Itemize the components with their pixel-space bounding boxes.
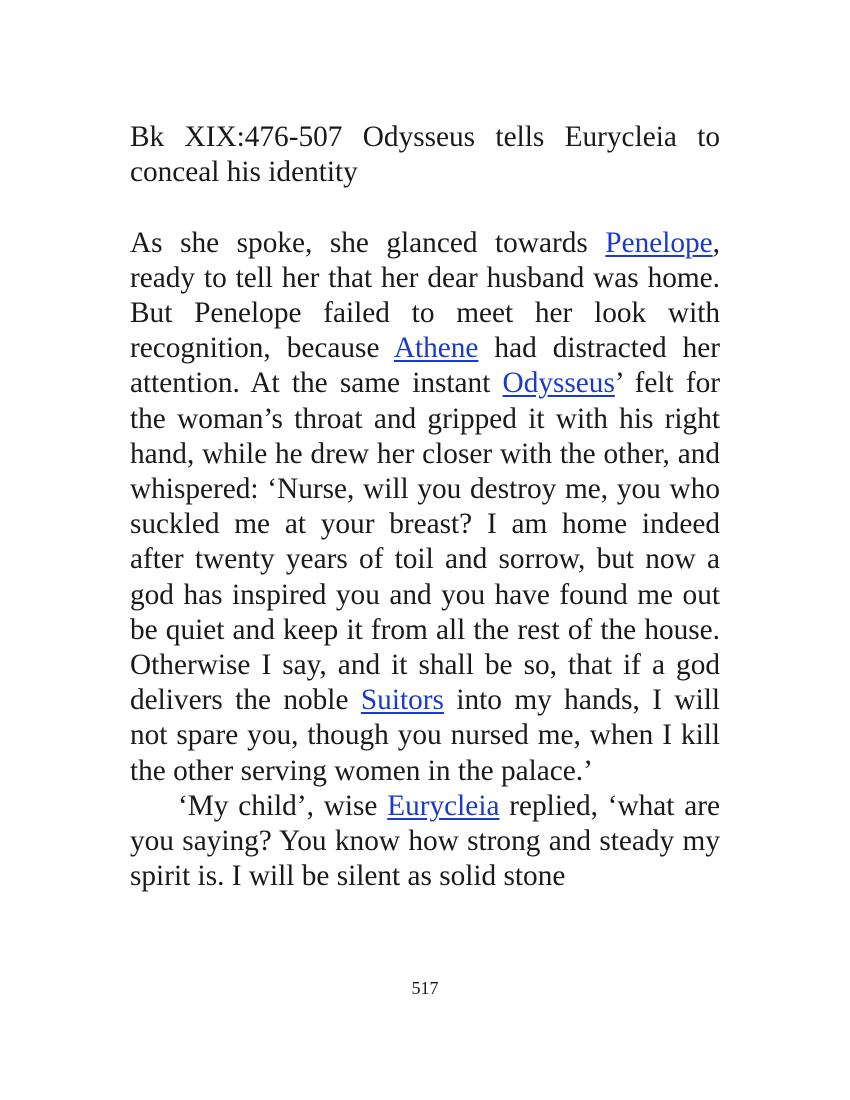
link-penelope[interactable]: Penelope: [605, 226, 713, 259]
text-span: As she spoke, she glanced towards: [130, 226, 606, 259]
text-span: , ready to tell her that her dear husband was home. But Penelope failed to meet her look with recognition, because: [130, 226, 720, 365]
paragraph-1: [130, 226, 720, 789]
section-heading: Bk XIX:476-507 Odysseus tells Eurycleia to conceal his identity: [130, 121, 720, 189]
text-span: had distracted her attention. At the same instant: [130, 332, 720, 400]
link-eurycleia[interactable]: Eurycleia: [387, 789, 500, 822]
page-content: [130, 120, 720, 894]
text-span: ‘My child’, wise: [178, 789, 388, 822]
text-span: ’ felt for the woman’s throat and gripped it with his right hand, while he drew her closer with the other, and whispered: ‘Nurse, will you destroy me, you who suckled me at your breast? I am home indeed after twenty years of toil and sorrow, but now a god has inspired you and you have found me out be quiet and keep it from all the rest of the house. Otherwise I say, and it shall be so, that if a god delivers the noble: [130, 367, 720, 717]
link-odysseus[interactable]: Odysseus: [502, 367, 615, 400]
link-suitors[interactable]: Suitors: [360, 684, 444, 717]
text-span: into my hands, I will not spare you, though you nursed me, when I kill the other serving women in the palace.’: [130, 684, 721, 787]
paragraph-2: [130, 789, 720, 895]
text-span: replied, ‘what are you saying? You know how strong and steady my spirit is. I will be silent as solid stone: [130, 789, 720, 893]
link-athene[interactable]: Athene: [393, 332, 479, 365]
page-number: 517: [411, 978, 439, 998]
